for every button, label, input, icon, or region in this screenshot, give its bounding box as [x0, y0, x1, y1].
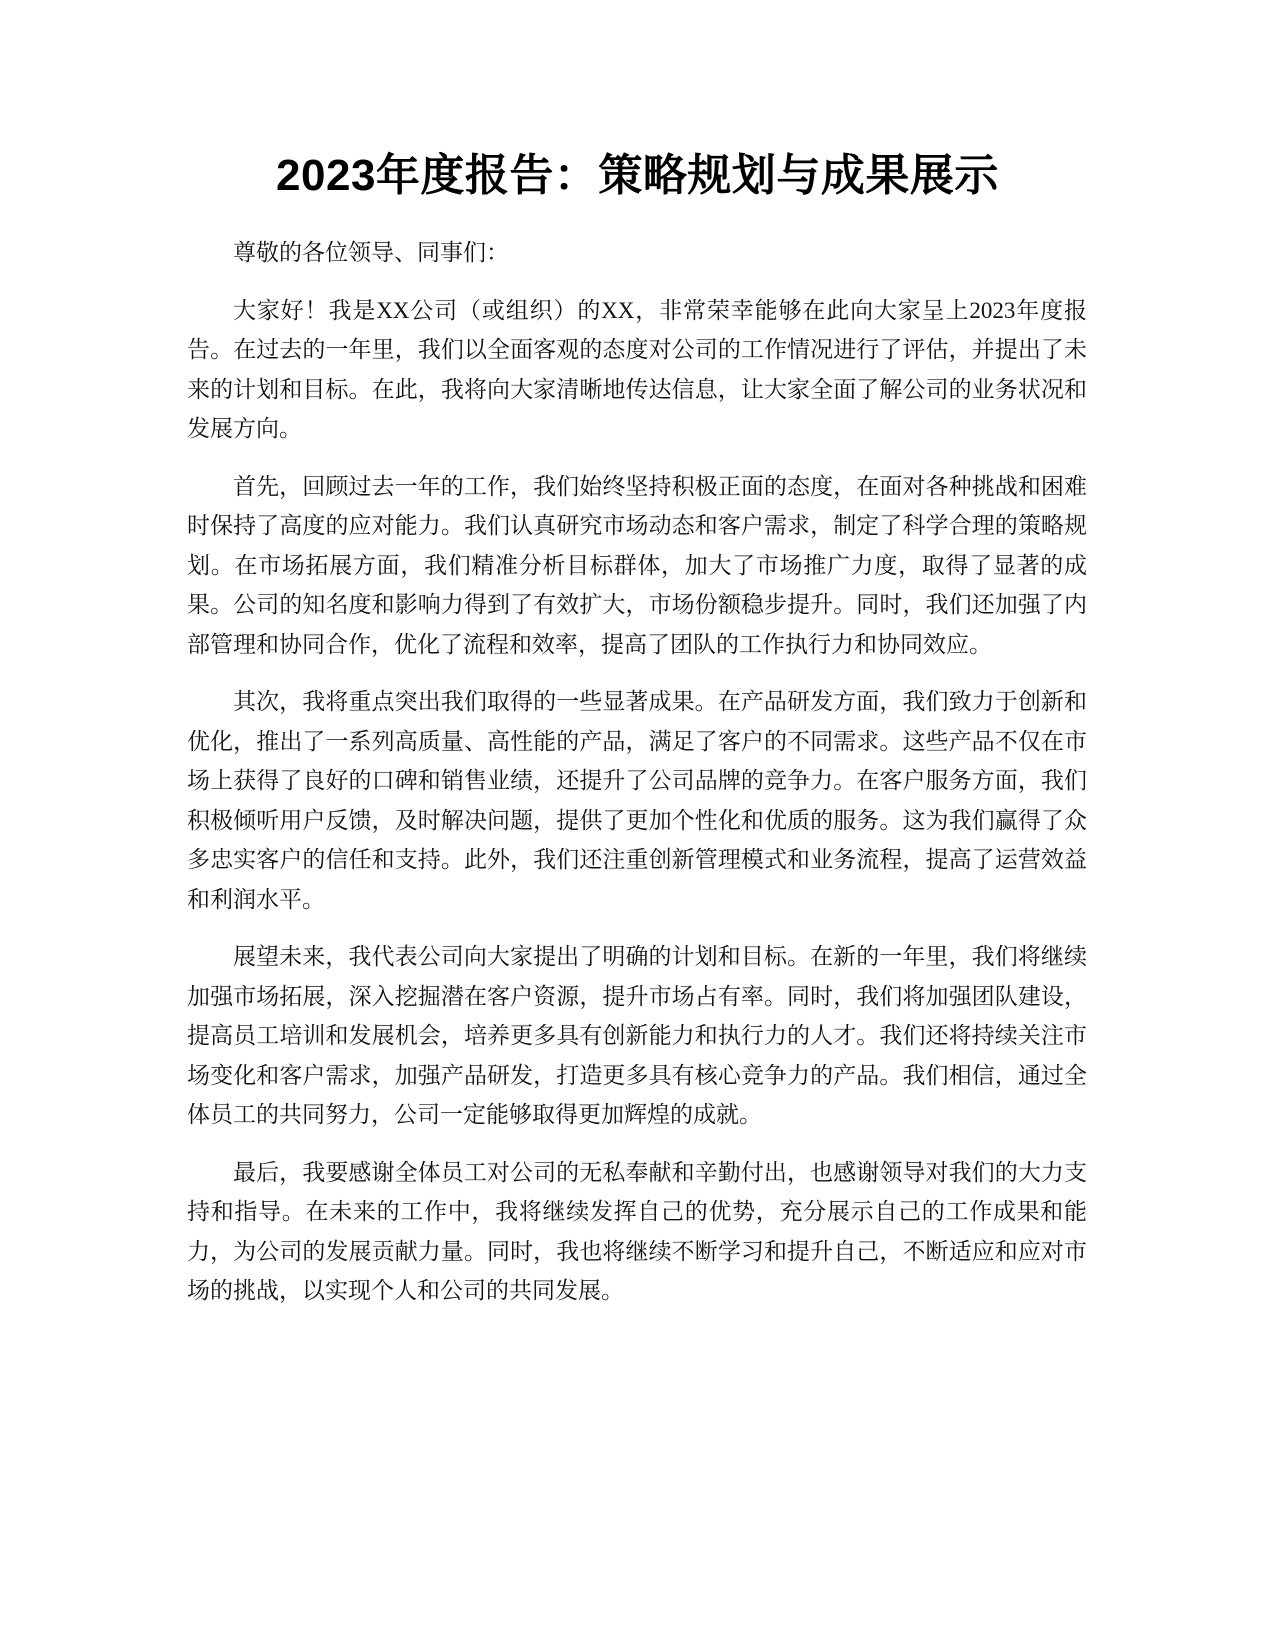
paragraph-closing: 最后，我要感谢全体员工对公司的无私奉献和辛勤付出，也感谢领导对我们的大力支持和指导。在未来的工作中，我将继续发挥自己的优势，充分展示自己的工作成果和能力，为公司的发展贡献力量。同时，我也将继续不断学习和提升自己，不断适应和应对市场的挑战，以实现个人和公司的共同发展。	[187, 1159, 1087, 1303]
paragraph-achievements: 其次，我将重点突出我们取得的一些显著成果。在产品研发方面，我们致力于创新和优化，推出了一系列高质量、高性能的产品，满足了客户的不同需求。这些产品不仅在市场上获得了良好的口碑和销售业绩，还提升了公司品牌的竞争力。在客户服务方面，我们积极倾听用户反馈，及时解决问题，提供了更加个性化和优质的服务。这为我们赢得了众多忠实客户的信任和支持。此外，我们还注重创新管理模式和业务流程，提高了运营效益和利润水平。	[187, 689, 1087, 912]
paragraph-introduction: 大家好！我是XX公司（或组织）的XX，非常荣幸能够在此向大家呈上2023年度报告。在过去的一年里，我们以全面客观的态度对公司的工作情况进行了评估，并提出了未来的计划和目标。在此，我将向大家清晰地传达信息，让大家全面了解公司的业务状况和发展方向。	[187, 297, 1087, 441]
paragraph-review: 首先，回顾过去一年的工作，我们始终坚持积极正面的态度，在面对各种挑战和困难时保持了高度的应对能力。我们认真研究市场动态和客户需求，制定了科学合理的策略规划。在市场拓展方面，我们精准分析目标群体，加大了市场推广力度，取得了显著的成果。公司的知名度和影响力得到了有效扩大，市场份额稳步提升。同时，我们还加强了内部管理和协同合作，优化了流程和效率，提高了团队的工作执行力和协同效应。	[187, 473, 1087, 657]
salutation: 尊敬的各位领导、同事们：	[233, 240, 509, 265]
document-title: 2023年度报告：策略规划与成果展示	[276, 151, 999, 200]
document-body	[187, 233, 1087, 1329]
paragraph-outlook: 展望未来，我代表公司向大家提出了明确的计划和目标。在新的一年里，我们将继续加强市场拓展，深入挖掘潜在客户资源，提升市场占有率。同时，我们将加强团队建设，提高员工培训和发展机会，培养更多具有创新能力和执行力的人才。我们还将持续关注市场变化和客户需求，加强产品研发，打造更多具有核心竞争力的产品。我们相信，通过全体员工的共同努力，公司一定能够取得更加辉煌的成就。	[187, 944, 1087, 1127]
